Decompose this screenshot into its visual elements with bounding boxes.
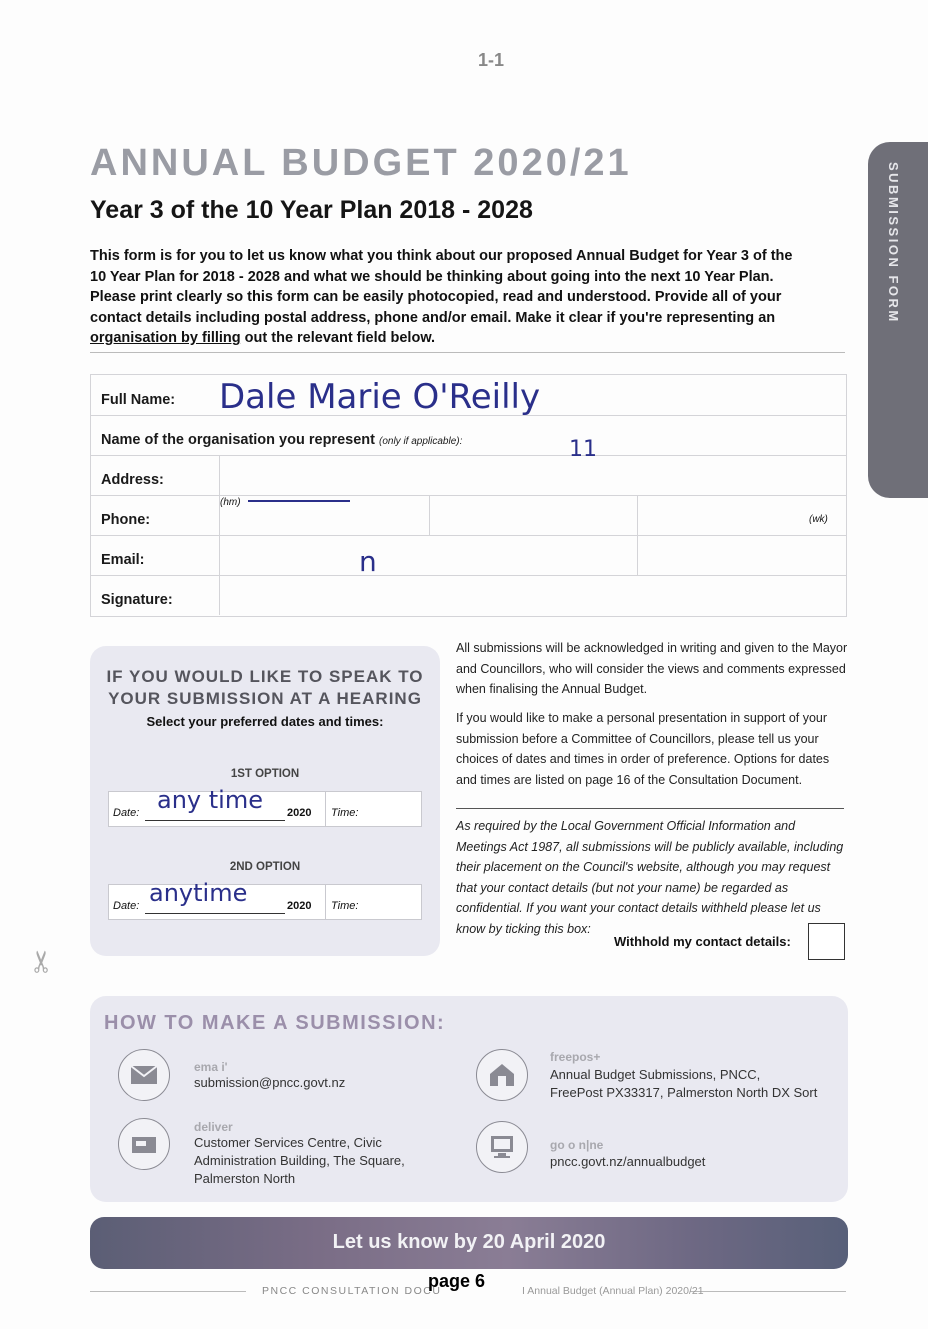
freepost-line: FreePost PX33317, Palmerston North DX Sort: [550, 1085, 818, 1100]
phone-wk-field[interactable]: [639, 497, 804, 533]
footer-page-number: page 6: [428, 1271, 486, 1291]
info-divider: [456, 808, 844, 809]
address-row: [91, 455, 846, 496]
page-number: 1-1: [478, 50, 505, 70]
deadline-banner: [90, 1217, 848, 1269]
option-1-date-field[interactable]: any time: [157, 786, 263, 814]
footer-document-name: PNCC CONSULTATION DOCU: [262, 1285, 442, 1297]
online-icon: [476, 1121, 528, 1173]
option-2-year: 2020: [287, 900, 312, 912]
deliver-line: Palmerston North: [194, 1171, 296, 1186]
intro-line: contact details including postal address, phone and/or email. Make it clear if you're representing an: [90, 309, 776, 326]
intro-line: Please print clearly so this form can be easily photocopied, read and understood. Provide all of your: [90, 289, 782, 305]
intro-line: This form is for you to let us know what you think about our proposed Annual Budget for Year 3 of the: [90, 248, 793, 264]
phone-label: Phone:: [101, 512, 151, 528]
email-field[interactable]: n: [359, 545, 377, 578]
full-name-field[interactable]: Dale Marie O'Reilly: [219, 377, 541, 417]
footer-rule-right: [690, 1291, 846, 1292]
cell-divider: [637, 535, 638, 575]
withhold-label: Withhold my contact details:: [614, 934, 791, 949]
info-paragraph-3: As required by the Local Government Official Information and Meetings Act 1987, all submissions will be publicly available, including their placement on the Council's website, although you may request that your contact details (but not your name) be regarded as confidential. If you want your contact details withheld please let us know by ticking this box:: [456, 819, 844, 936]
online-method-heading: go o n|ne: [550, 1138, 604, 1152]
cell-divider: [637, 495, 638, 535]
signature-label: Signature:: [101, 592, 173, 608]
hearing-title: [90, 666, 440, 710]
footer-document-detail: I Annual Budget (Annual Plan) 2020/21: [522, 1285, 704, 1297]
organisation-note: (only if applicable):: [378, 436, 463, 447]
full-name-row: [91, 375, 846, 416]
option-2-time-label: Time:: [331, 900, 359, 912]
withhold-checkbox[interactable]: [808, 923, 845, 960]
deliver-icon: [118, 1118, 170, 1170]
deliver-method-heading: deliver: [194, 1120, 233, 1134]
document-subtitle: Year 3 of the 10 Year Plan 2018 - 2028: [90, 196, 533, 224]
option-2-date-field[interactable]: anytime: [149, 879, 248, 907]
freepost-method-heading: freepos+: [550, 1050, 601, 1064]
email-method-text[interactable]: submission@pncc.govt.nz: [194, 1075, 346, 1090]
option-1-label: 1ST OPTION: [230, 768, 300, 780]
intro-line: 10 Year Plan for 2018 - 2028 and what we should be thinking about going into the next 10 Year Plan.: [90, 268, 774, 285]
full-name-label: Full Name:: [101, 392, 176, 408]
deliver-method-text: [194, 1134, 405, 1188]
cell-divider: [429, 495, 430, 535]
signature-field[interactable]: [220, 575, 846, 615]
option-1-time-label: Time:: [331, 807, 359, 819]
document-title: ANNUAL BUDGET 2020/21: [90, 142, 632, 184]
deliver-line: Customer Services Centre, Civic: [194, 1135, 382, 1150]
hearing-panel: [90, 646, 440, 956]
address-label: Address:: [101, 472, 164, 488]
hearing-subtitle: Select your preferred dates and times:: [146, 714, 384, 729]
address-field[interactable]: [220, 455, 846, 495]
option-2-date-line: [145, 913, 285, 914]
cell-divider: [219, 535, 220, 575]
intro-line-rest: out the relevant field below.: [240, 330, 436, 346]
footer-rule-left: [90, 1291, 246, 1292]
freepost-icon: [476, 1049, 528, 1101]
intro-divider: [90, 352, 845, 353]
phone-hm-stroke: [248, 500, 350, 502]
option-1-box: [108, 786, 422, 827]
phone-hm-label: (hm): [220, 497, 241, 508]
organisation-label: [101, 432, 462, 448]
online-method-text[interactable]: pncc.govt.nz/annualbudget: [550, 1154, 706, 1169]
option-1-time-divider: [325, 792, 326, 826]
email-method-heading: ema i': [194, 1060, 228, 1074]
hearing-title-line: IF YOU WOULD LIKE TO SPEAK TO: [106, 667, 424, 686]
option-1-year: 2020: [287, 807, 312, 819]
email-label: Email:: [101, 552, 145, 568]
option-2-label: 2ND OPTION: [229, 861, 301, 873]
organisation-label-text: Name of the organisation you represent: [101, 432, 375, 448]
info-paragraph-1: All submissions will be acknowledged in writing and given to the Mayor and Councillors, who will consider the views and comments expressed when finalising the Annual Budget.: [456, 641, 848, 696]
envelope-icon: [118, 1049, 170, 1101]
option-2-date-label: Date:: [113, 900, 140, 912]
option-2-box: [108, 879, 422, 920]
freepost-line: Annual Budget Submissions, PNCC,: [550, 1067, 761, 1082]
organisation-row: [91, 415, 846, 462]
info-paragraph-2: If you would like to make a personal presentation in support of your submission before a Committee of Councillors, please tell us your choices of dates and times in order of preference. Options for dates and times are listed on page 16 of the Consultation Document.: [456, 711, 830, 787]
phone-row: [91, 495, 846, 536]
phone-hm-field[interactable]: [231, 505, 421, 533]
signature-row: [91, 575, 846, 615]
option-1-date-label: Date:: [113, 807, 140, 819]
side-tab-label: SUBMISSION FORM: [886, 162, 901, 324]
freepost-method-text: [550, 1066, 817, 1102]
email-row: [91, 535, 846, 576]
deadline-text: Let us know by 20 April 2020: [332, 1231, 606, 1253]
how-to-submit-panel: [90, 996, 848, 1202]
phone-wk-label: (wk): [809, 514, 828, 525]
deliver-line: Administration Building, The Square,: [194, 1153, 405, 1168]
contact-form: [90, 374, 847, 617]
option-1-date-line: [145, 820, 285, 821]
side-tab: [868, 142, 928, 498]
option-2-time-divider: [325, 885, 326, 919]
intro-text: [90, 246, 820, 349]
hearing-title-line: YOUR SUBMISSION AT A HEARING: [108, 689, 422, 708]
intro-line: [90, 328, 820, 349]
organisation-field[interactable]: 11: [569, 437, 597, 462]
scissors-icon: ✂: [26, 948, 60, 975]
intro-underlined-text: organisation by filling: [90, 330, 241, 346]
how-title: HOW TO MAKE A SUBMISSION:: [104, 1012, 446, 1034]
